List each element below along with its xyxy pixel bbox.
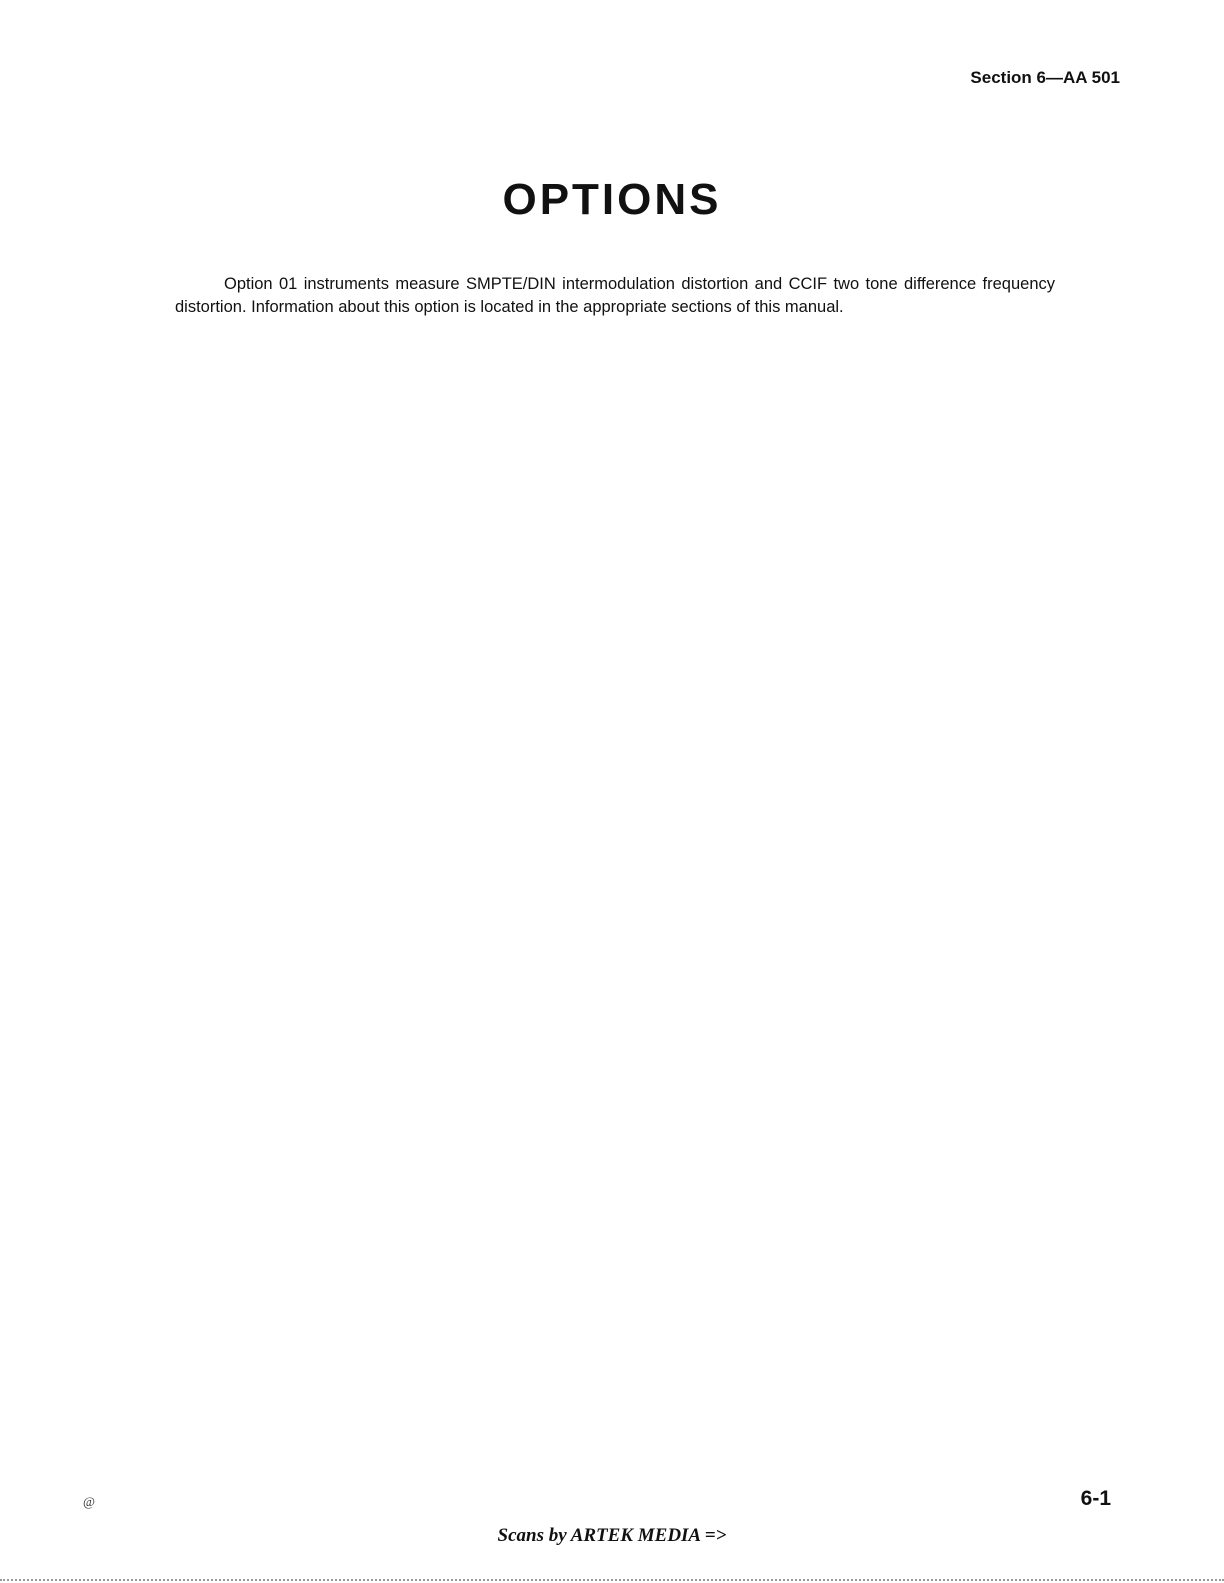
scan-credit: Scans by ARTEK MEDIA => [497,1525,727,1546]
corner-mark: @ [83,1494,95,1509]
page-title: OPTIONS [502,175,722,224]
section-header: Section 6—AA 501 [970,68,1120,87]
body-paragraph: Option 01 instruments measure SMPTE/DIN intermodulation distortion and CCIF two tone difference frequency distortion. Information about this option is located in the appropriate sections of this manual. [175,275,1055,316]
page-number: 6-1 [1080,1487,1111,1510]
bottom-rule [0,1579,1224,1581]
